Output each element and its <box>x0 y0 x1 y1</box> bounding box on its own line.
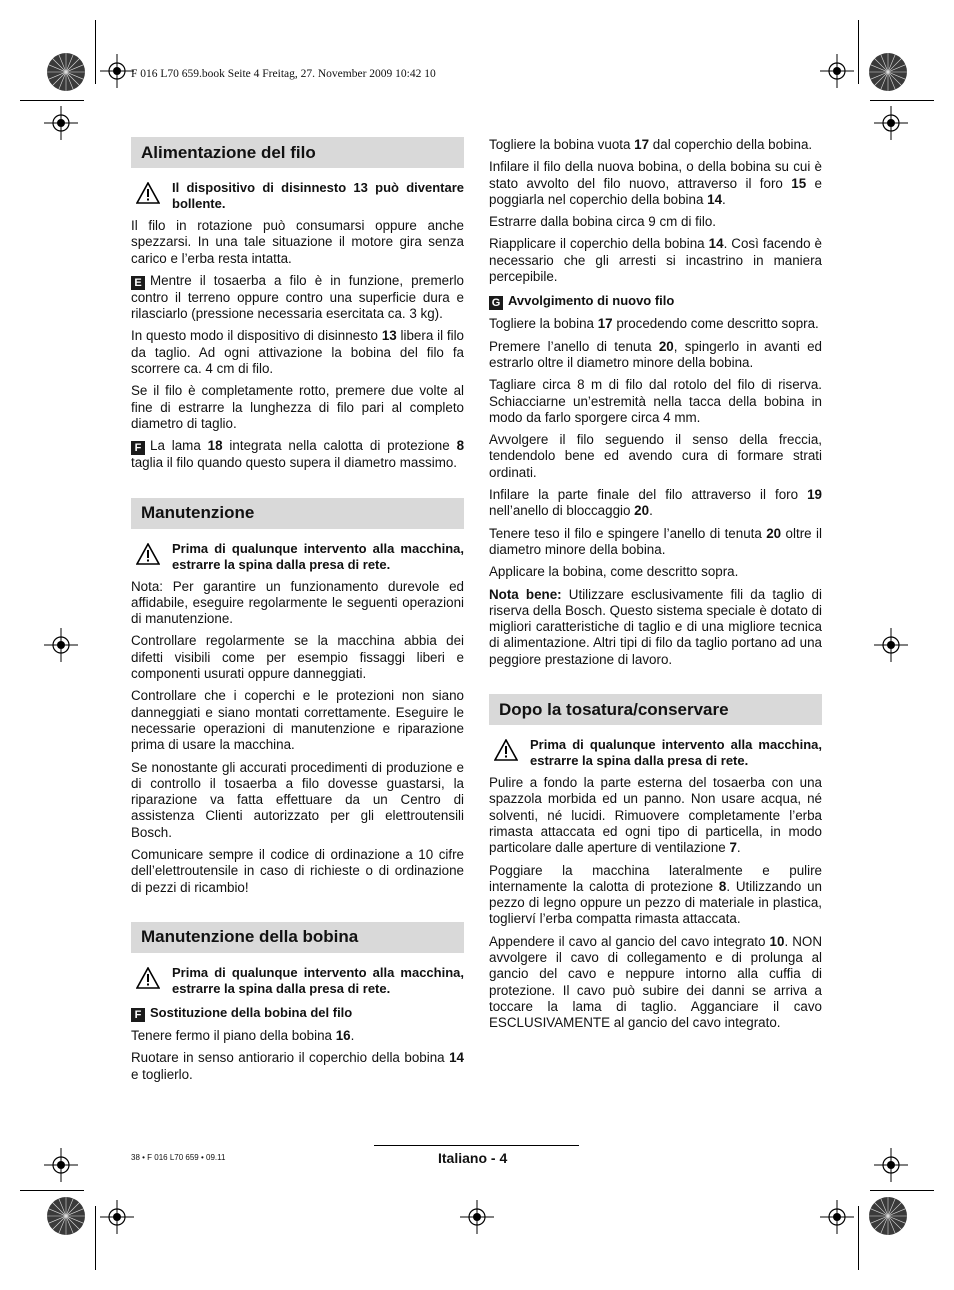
paragraph: F La lama 18 integrata nella calotta di protezione 8 taglia il filo quando questo supera il diametro massimo. <box>131 438 465 471</box>
trim-line <box>870 100 934 101</box>
paragraph: Tenere fermo il piano della bobina 16. <box>131 1027 355 1043</box>
trim-line <box>95 20 96 84</box>
paragraph: Tagliare circa 8 m di filo dal rotolo del filo di riserva. Schiacciarne un’estremità nella tacca della bobina in modo da farlo sporgere circa 4 mm. <box>489 377 822 425</box>
right-column <box>489 137 822 1037</box>
trim-line <box>20 100 84 101</box>
registration-mark-icon <box>874 628 908 662</box>
paragraph: Infilare il filo della nuova bobina, o della bobina su cui è stato avvolto del filo nuovo, attraverso il foro 15 e poggiarla nel coperchio della bobina 14. <box>489 159 822 207</box>
registration-mark-icon <box>100 54 134 88</box>
paragraph: Nota: Per garantire un funzionamento durevole ed affidabile, eseguire regolarmente le seguenti operazioni di manutenzione. <box>131 578 464 627</box>
trim-line <box>95 1206 96 1270</box>
paragraph: Togliere la bobina vuota 17 dal coperchio della bobina. <box>489 137 813 152</box>
footer-rule <box>374 1145 579 1146</box>
warning-block <box>131 541 464 573</box>
trim-line <box>858 1206 859 1270</box>
book-header-line: F 016 L70 659.book Seite 4 Freitag, 27. November 2009 10:42 10 <box>131 68 436 80</box>
paragraph: Se il filo è completamente rotto, premere due volte al fine di estrarre la lunghezza di filo pari al completo diametro di taglio. <box>131 383 464 431</box>
figure-letter-badge: G <box>489 296 503 310</box>
warning-triangle-icon <box>136 543 160 565</box>
warning-text: Il dispositivo di disinnesto 13 può diventare bollente. <box>172 180 464 211</box>
warning-block <box>131 180 464 212</box>
registration-mark-icon <box>820 1200 854 1234</box>
registration-mark-icon <box>44 1148 78 1182</box>
paragraph: Se nonostante gli accurati procedimenti di produzione e di controllo il tosaerba a filo dovesse guastarsi, la riparazione va fatta effettuare da un Centro di assistenza Clienti autorizzato per gli elettroutensili Bosch. <box>131 759 464 840</box>
warning-block <box>489 737 822 769</box>
paragraph: Tenere teso il filo e spingere l’anello di tenuta 20 oltre il diametro minore della bobina. <box>489 525 822 557</box>
registration-mark-icon <box>460 1200 494 1234</box>
paragraph: Togliere la bobina 17 procedendo come descritto sopra. <box>489 316 819 332</box>
warning-text: Prima di qualunque intervento alla macchina, estrarre la spina dalla presa di rete. <box>530 737 822 769</box>
registration-mark-icon <box>44 106 78 140</box>
subheading: G Avvolgimento di nuovo filo <box>489 293 822 310</box>
page-number: Italiano - 4 <box>438 1150 508 1166</box>
paragraph: Controllare regolarmente se la macchina abbia dei difetti visibili come per esempio fissaggi liberi e componenti usurati oppure danneggiati. <box>131 633 464 682</box>
section-heading-manutenzione: Manutenzione <box>131 498 464 529</box>
registration-mark-icon <box>44 628 78 662</box>
section-heading-alimentazione: Alimentazione del filo <box>131 137 464 168</box>
warning-text: Prima di qualunque intervento alla macchina, estrarre la spina dalla presa di rete. <box>172 540 464 572</box>
warning-block <box>131 965 464 997</box>
paragraph: Applicare la bobina, come descritto sopra. <box>489 564 739 580</box>
color-bar-dial-icon <box>868 52 908 92</box>
registration-mark-icon <box>874 106 908 140</box>
trim-line <box>20 1190 84 1191</box>
color-bar-dial-icon <box>46 1196 86 1236</box>
warning-triangle-icon <box>494 739 518 761</box>
paragraph: Comunicare sempre il codice di ordinazione a 10 cifre dell’elettroutensile in caso di richieste o di ordinazione di pezzi di ricambio! <box>131 847 464 895</box>
section-heading-dopo-tosatura: Dopo la tosatura/conservare <box>489 694 822 725</box>
paragraph: Pulire a fondo la parte esterna del tosaerba con una spazzola morbida ed un panno. Non usare acqua, né solventi, né lucidi. Rimuovere completamente l’erba rimasta attaccata ed ogni tipo di particella, in modo particolare dalle aperture di ventilazione 7. <box>489 775 822 856</box>
registration-mark-icon <box>874 1148 908 1182</box>
color-bar-dial-icon <box>46 52 86 92</box>
figure-letter-badge: E <box>131 276 145 290</box>
paragraph: Premere l’anello di tenuta 20, spingerlo in avanti ed estrarlo oltre il diametro minore della bobina. <box>489 338 822 370</box>
figure-letter-badge: F <box>131 441 145 455</box>
paragraph: Ruotare in senso antiorario il coperchio della bobina 14 e toglierlo. <box>131 1050 464 1082</box>
warning-triangle-icon <box>136 967 160 989</box>
warning-triangle-icon <box>136 182 160 204</box>
paragraph: Riapplicare il coperchio della bobina 14. Così facendo è necessario che gli arresti si incastrino in maniera percepibile. <box>489 236 823 285</box>
paragraph: Infilare la parte finale del filo attraverso il foro 19 nell’anello di bloccaggio 20. <box>489 487 822 519</box>
footer-code: 38 • F 016 L70 659 • 09.11 <box>131 1153 226 1162</box>
trim-line <box>870 1190 934 1191</box>
subheading: F Sostituzione della bobina del filo <box>131 1005 464 1022</box>
color-bar-dial-icon <box>868 1196 908 1236</box>
left-column <box>131 137 464 1089</box>
figure-letter-badge: F <box>131 1008 145 1022</box>
warning-text: Prima di qualunque intervento alla macchina, estrarre la spina dalla presa di rete. <box>172 964 464 996</box>
paragraph: Il filo in rotazione può consumarsi oppure anche spezzarsi. In una tale situazione il motore gira senza carico e l’erba resta intatta. <box>131 218 464 266</box>
paragraph: E Mentre il tosaerba a filo è in funzione, premerlo contro il terreno oppure contro una superficie dura e rilasciarlo (pressione necessaria esercitata ca. 3 kg). <box>131 272 464 322</box>
registration-mark-icon <box>820 54 854 88</box>
section-heading-manutenzione-bobina: Manutenzione della bobina <box>131 922 464 953</box>
paragraph: Controllare che i coperchi e le protezioni non siano danneggiati e siano montati correttamente. Eseguire le necessarie operazioni di manutenzione e riparazione prima di usare la macchina. <box>131 688 464 753</box>
paragraph: Avvolgere il filo seguendo il senso della freccia, tendendolo bene ed avendo cura di formare strati ordinati. <box>489 432 822 480</box>
paragraph: Nota bene: Utilizzare esclusivamente fili da taglio di riserva della Bosch. Questo sistema speciale è dotato di migliori caratteristiche di taglio e di una migliore tecnica di alimentazione. Altri tipi di filo da taglio portano ad una peggiore prestazione di lavoro. <box>489 586 822 667</box>
paragraph: Estrarre dalla bobina circa 9 cm di filo. <box>489 214 716 230</box>
registration-mark-icon <box>100 1200 134 1234</box>
trim-line <box>858 20 859 84</box>
paragraph: In questo modo il dispositivo di disinnesto 13 libera il filo da taglio. Ad ogni attivazione la bobina del filo fa scorrere ca. 4 cm di filo. <box>131 328 464 377</box>
paragraph: Appendere il cavo al gancio del cavo integrato 10. NON avvolgere il cavo di collegamento e di prolunga al gancio del cavo e neppure intorno alla cuffia di protezione. Il cavo può subire dei danni se arriva a toccare la lama di taglio. Agganciare il cavo ESCLUSIVAMENTE al gancio del cavo integrato. <box>489 933 822 1031</box>
paragraph: Poggiare la macchina lateralmente e pulire internamente la calotta di protezione 8. Utilizzando un pezzo di legno oppure un pezzo di materiale in plastica, toglierví l’erba compatta rimasta attaccata. <box>489 862 822 927</box>
